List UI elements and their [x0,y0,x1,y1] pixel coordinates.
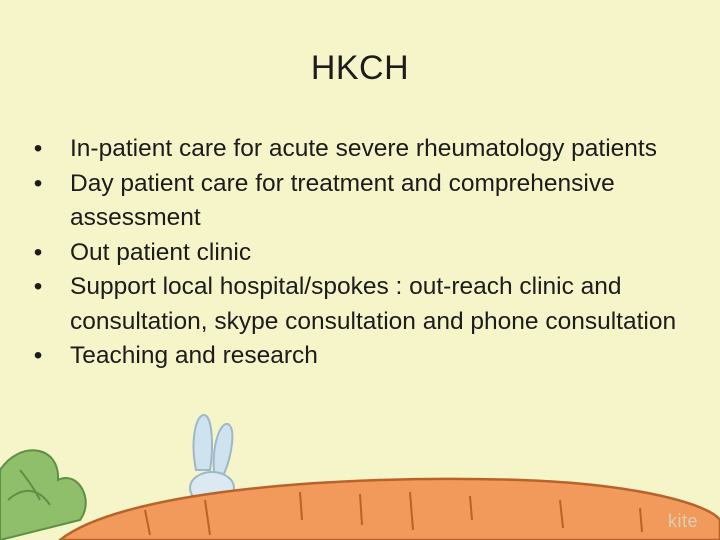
bullet-dot-icon: • [33,135,43,162]
bullet-text: Out patient clinic [70,238,252,266]
bullet-item [28,236,698,271]
bullet-item [28,339,698,374]
bullet-dot-icon: • [33,342,43,369]
bullet-text: Teaching and research [70,342,318,369]
carrot-icon [60,479,720,540]
bullet-text: Day patient care for treatment and comprehensive assessment [70,169,615,231]
bullet-text: In-patient care for acute severe rheumatology patients [70,135,657,162]
bullet-dot-icon: • [33,169,43,197]
bullet-dot-icon: • [33,238,43,266]
leaf-icon [0,450,86,540]
bullet-item [28,132,698,167]
bullet-text: Support local hospital/spokes : out-reach clinic and consultation, skype consultation and phone consultation [70,273,677,335]
bullet-list [28,132,698,374]
watermark-logo: kite [667,511,698,531]
bullet-dot-icon: • [33,273,43,300]
bullet-item [28,270,698,339]
bullet-item [28,167,698,236]
slide-title: HKCH [310,49,410,87]
